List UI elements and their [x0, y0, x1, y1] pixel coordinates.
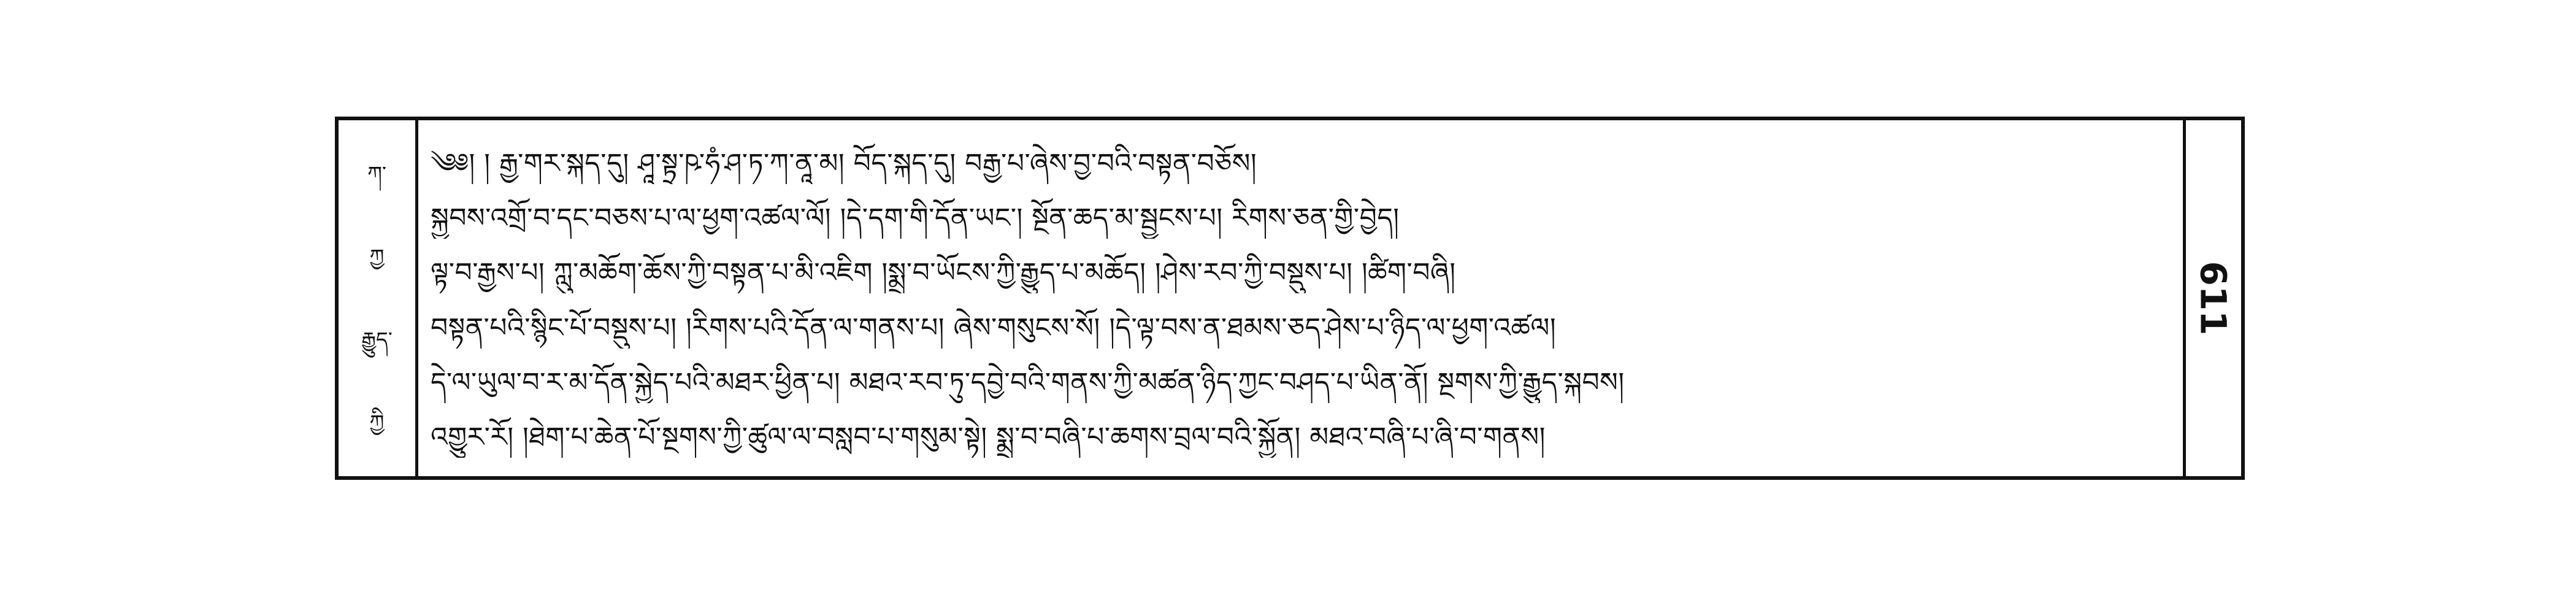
margin-label-3: རྒྱུད་: [361, 327, 393, 352]
text-line-1: ༄༅། ། རྒྱ་གར་སྐད་དུ། ཤཱ་སྟྲ་ཥ་ཧཾ་ཤ་ཏ་ཀ་ནཱ་མ། བོད་སྐད་དུ། བརྒྱ་པ་ཞེས་བྱ་བའི་བསྟན་བཅོས།: [431, 148, 1257, 179]
text-line-4: བསྟན་པའི་སྙིང་པོ་བསྡུས་པ། །རིགས་པའི་དོན་ལ་གནས་པ། ཞེས་གསུངས་སོ། །དེ་ལྟ་བས་ན་ཐམས་ཅད་ཤེས་པ་ཉིད་ལ་ཕྱག་འཚལ།: [431, 312, 1557, 344]
margin-label-4: ཀྱི: [369, 410, 385, 435]
text-line-5: དེ་ལ་ཡུལ་བ་ར་མ་དོན་སྐྱེད་པའི་མཐར་ཕྱིན་པ། མཐའ་རབ་ཏུ་དབྱེ་བའི་གནས་ཀྱི་མཚན་ཉིད་ཀྱང་བཤད་པ་ཡིན་ནོ། སྔགས་ཀྱི་རྒྱུད་སྐབས།: [431, 366, 1625, 398]
right-margin: [2183, 120, 2241, 476]
folio-frame: [335, 117, 2245, 480]
text-line-2: སྐྱབས་འགྲོ་བ་དང་བཅས་པ་ལ་ཕྱག་འཚལ་ལོ། །དེ་དག་གི་དོན་ཡང་། སྔོན་ཆད་མ་སྦྱངས་པ། རིགས་ཅན་གྱི་བྱེད།: [431, 202, 1400, 234]
left-margin: [339, 120, 418, 476]
margin-label-2: ཀྱ: [369, 244, 385, 269]
text-block: [431, 144, 2171, 458]
margin-label-1: ཀ་: [367, 161, 387, 187]
text-line-3: ལྟ་བ་རྒྱས་པ། ཀླུ་མཆོག་ཆོས་ཀྱི་བསྟན་པ་མི་འཇིག །སྨྲ་བ་ཡོངས་ཀྱི་རྒྱུད་པ་མཆོད། །ཤེས་རབ་ཀྱི་བསྡུས་པ། །ཚིག་བཞི།: [431, 257, 1456, 289]
text-line-6: འགྱུར་རོ། །ཐེག་པ་ཆེན་པོ་སྔགས་ཀྱི་ཚུལ་ལ་བསླབ་པ་གསུམ་སྟེ། སྨྲ་བ་བཞི་པ་ཆགས་བྲལ་བའི་སྐྱོན། མཐའ་བཞི་པ་ཞི་བ་གནས།: [431, 421, 1546, 453]
folio-number: 611: [2193, 261, 2235, 336]
